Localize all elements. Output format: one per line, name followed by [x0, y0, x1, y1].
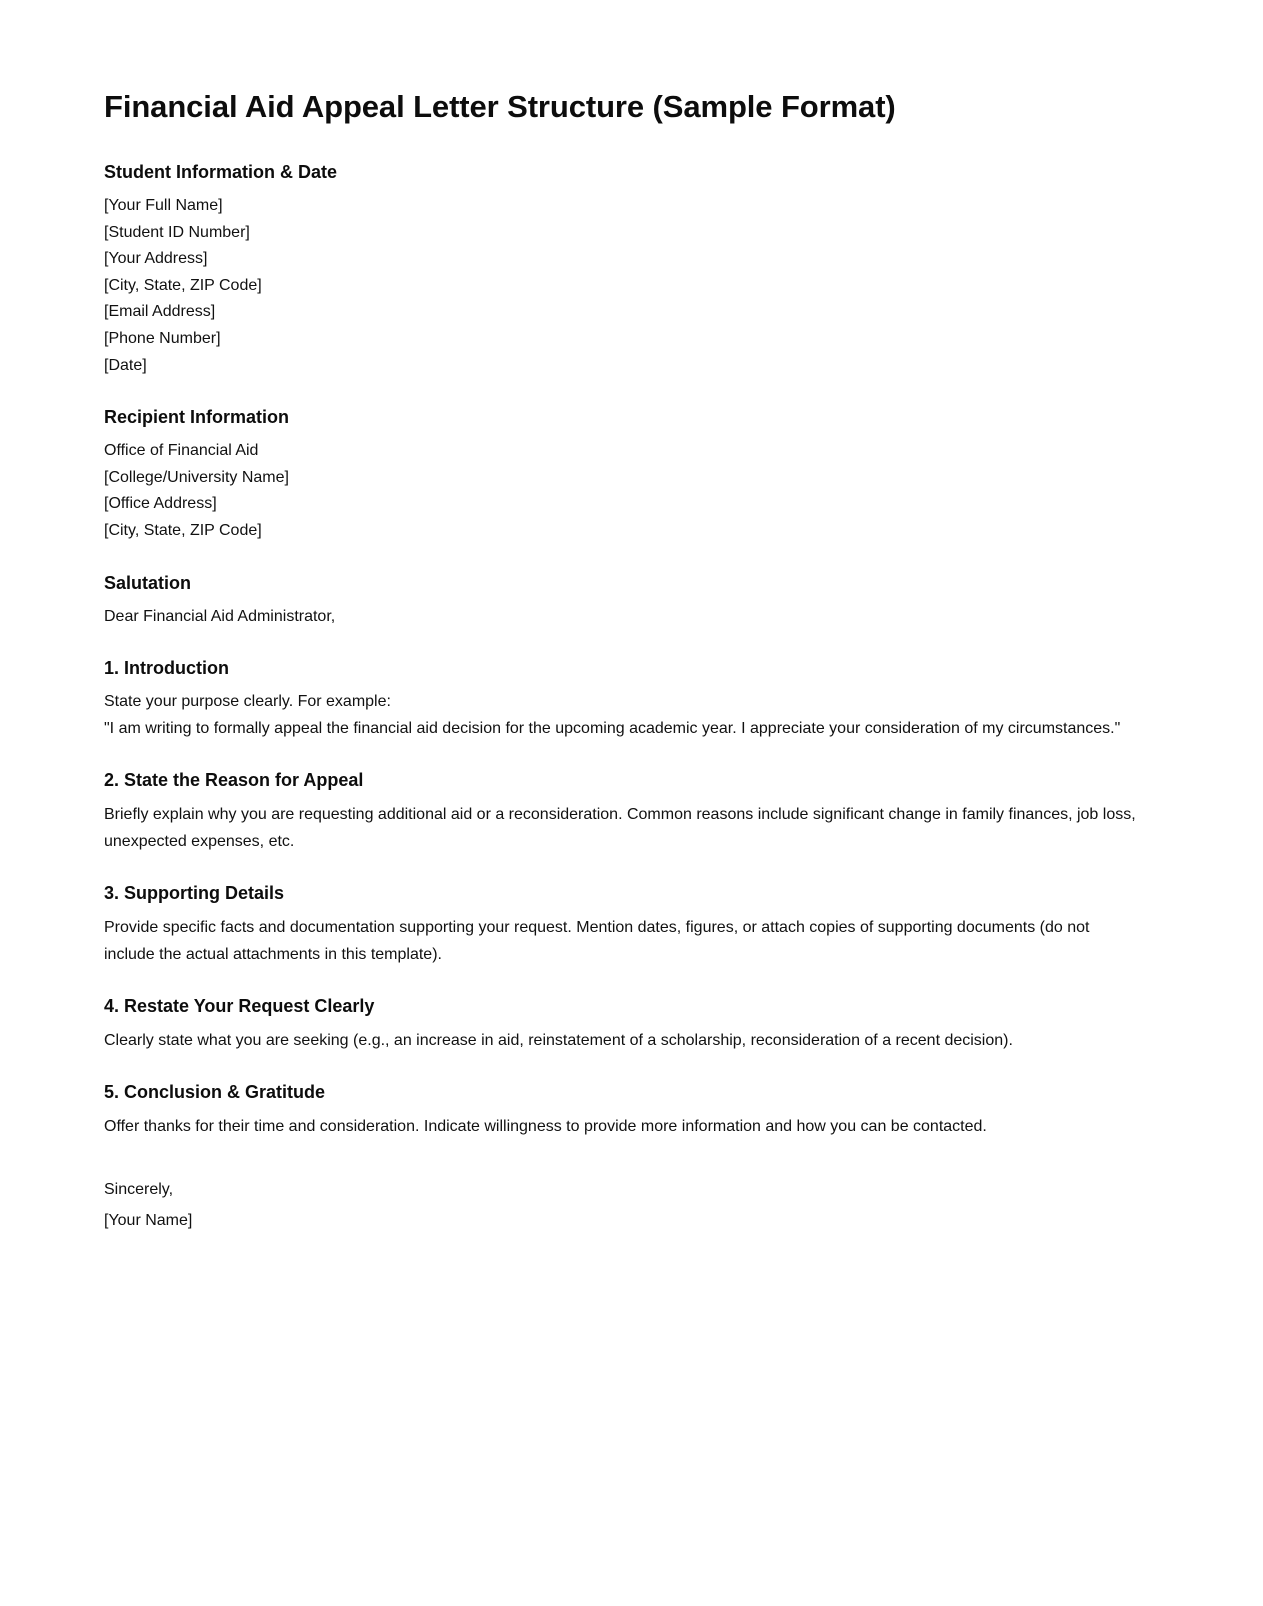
conclusion-heading: 5. Conclusion & Gratitude: [104, 1082, 326, 1103]
supporting-section: [104, 881, 1163, 968]
student-full-name: [Your Full Name]: [104, 197, 223, 214]
valediction: Sincerely,: [104, 1181, 174, 1199]
recipient-address: [Office Address]: [104, 495, 217, 513]
supporting-text: Provide specific facts and documentation supporting your request. Mention dates, figures, or attach copies of supporting documents (do not include the actual attachments in this template).: [104, 919, 1090, 964]
introduction-section: [104, 656, 1163, 742]
recipient-info-section: [104, 405, 1163, 544]
student-address: [Your Address]: [104, 250, 208, 268]
supporting-heading: 3. Supporting Details: [104, 883, 285, 904]
reason-section: [104, 768, 1163, 855]
letter-date: [Date]: [104, 356, 147, 374]
recipient-office: Office of Financial Aid: [104, 442, 259, 460]
conclusion-section: [104, 1080, 1163, 1140]
introduction-example: "I am writing to formally appeal the financial aid decision for the upcoming academic year. I appreciate your consideration of my circumstances.": [104, 719, 1121, 737]
recipient-info-heading: Recipient Information: [104, 407, 290, 428]
conclusion-text: Offer thanks for their time and consideration. Indicate willingness to provide more information and how you can be contacted.: [104, 1118, 987, 1136]
recipient-city-state-zip: [City, State, ZIP Code]: [104, 521, 262, 539]
student-info-heading: Student Information & Date: [104, 162, 337, 182]
student-email: [Email Address]: [104, 303, 216, 321]
page-title: Financial Aid Appeal Letter Structure (Sample Format): [104, 89, 896, 124]
closing-block: [104, 1174, 1163, 1236]
salutation-section: [104, 571, 1163, 631]
restate-section: [104, 994, 1163, 1054]
signature-name: [Your Name]: [104, 1212, 193, 1230]
student-id-number: [Student ID Number]: [104, 223, 250, 241]
restate-text: Clearly state what you are seeking (e.g., an increase in aid, reinstatement of a scholarship, reconsideration of a recent decision).: [104, 1032, 1013, 1050]
reason-text: Briefly explain why you are requesting additional aid or a reconsideration. Common reasons include significant change in family finances, job loss, unexpected expenses, etc.: [104, 806, 1136, 851]
restate-heading: 4. Restate Your Request Clearly: [104, 996, 375, 1017]
student-info-section: [104, 160, 1163, 379]
salutation-heading: Salutation: [104, 572, 192, 593]
student-phone: [Phone Number]: [104, 329, 221, 347]
introduction-instruction: State your purpose clearly. For example:: [104, 693, 391, 711]
recipient-college: [College/University Name]: [104, 468, 289, 486]
student-city-state-zip: [City, State, ZIP Code]: [104, 276, 262, 294]
reason-heading: 2. State the Reason for Appeal: [104, 770, 364, 791]
introduction-heading: 1. Introduction: [104, 658, 229, 679]
salutation-text: Dear Financial Aid Administrator,: [104, 607, 336, 625]
